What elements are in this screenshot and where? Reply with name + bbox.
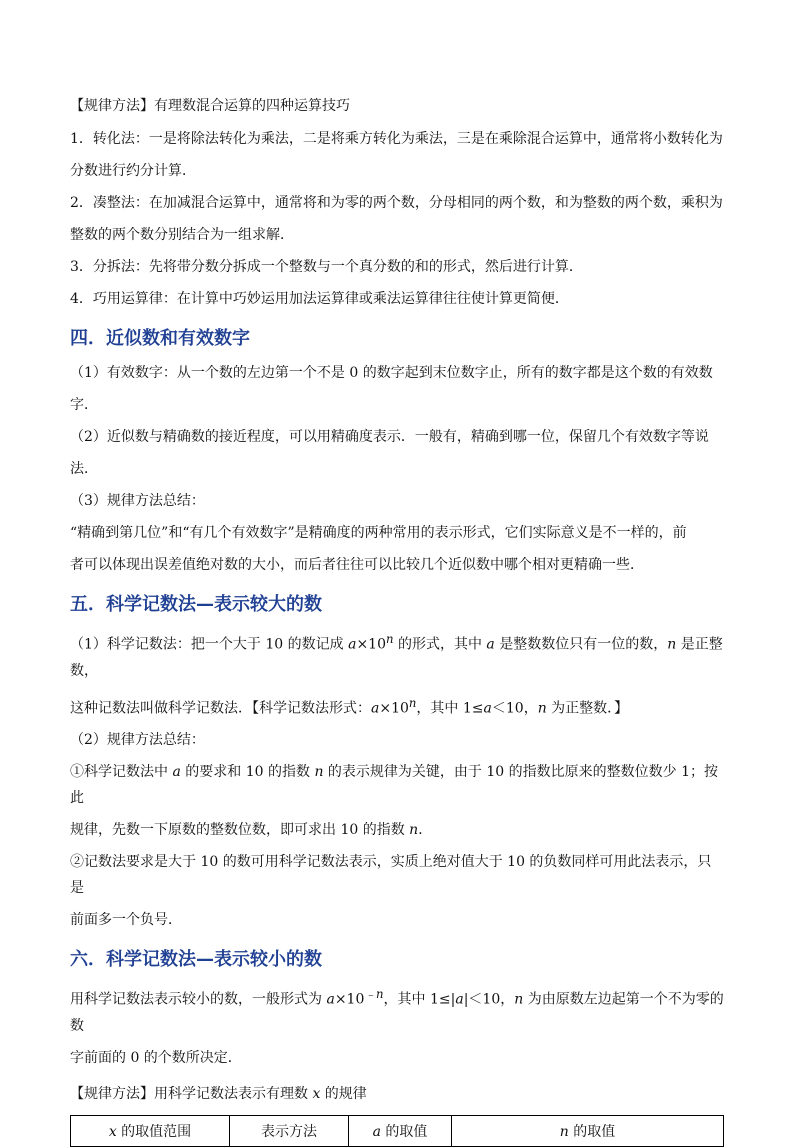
- table-header-n-value: n 的取值: [452, 1115, 724, 1146]
- rule-item-3: 3．分拆法：先将带分数分拆成一个整数与一个真分数的和的形式，然后进行计算．: [70, 259, 583, 275]
- rule-item-2-line-1: 2．凑整法：在加减混合运算中，通常将和为零的两个数，分母相同的两个数，和为整数的两个数，乘积为: [70, 195, 723, 211]
- section-5-p3-line-2: 规律，先数一下原数的整数位数，即可求出 10 的指数 n．: [70, 822, 433, 839]
- section-5-p1-line-1: （1）科学记数法：把一个大于 10 的数记成 $a\times 10^n$ 的形式，其中 a 是整数数位只有一位的数，n 是正整数，: [70, 632, 723, 679]
- section-6-title: 六．科学记数法—表示较小的数: [70, 949, 322, 971]
- rules-heading: 【规律方法】有理数混合运算的四种运算技巧: [70, 98, 350, 114]
- rule-item-1-line-2: 分数进行约分计算．: [70, 163, 196, 179]
- section-6-p1-line-2: 字前面的 0 的个数所决定．: [70, 1049, 242, 1066]
- section-4-p2-line-2: 法．: [70, 461, 98, 477]
- document-content: [70, 96, 725, 1147]
- section-5-p3-line-1: ①科学记数法中 a 的要求和 10 的指数 n 的表示规律为关键，由于 10 的指数比原来的整数位数少 1；按此: [70, 764, 718, 807]
- section-4-p2-line-1: （2）近似数与精确数的接近程度，可以用精确度表示．一般有，精确到哪一位，保留几个有效数字等说: [70, 429, 709, 445]
- section-5-title: 五．科学记数法—表示较大的数: [70, 594, 322, 615]
- rule-item-2-line-2: 整数的两个数分别结合为一组求解．: [70, 227, 294, 243]
- rules-table: [70, 1115, 724, 1147]
- table-header-row: [71, 1115, 724, 1146]
- section-4-title: 四．近似数和有效数字: [70, 328, 250, 349]
- section-5-p4-line-2: 前面多一个负号．: [70, 912, 182, 929]
- section-5-p1-line-2: 这种记数法叫做科学记数法．【科学记数法形式：$a\times 10^n$，其中 1≤a＜10，n 为正整数．】: [70, 695, 629, 717]
- section-4-p4-line-1: “精确到第几位”和“有几个有效数字”是精确度的两种常用的表示形式，它们实际意义是不一样的，前: [70, 525, 687, 541]
- section-4-p3: （3）规律方法总结：: [70, 493, 205, 509]
- section-4-p1-line-2: 字．: [70, 397, 98, 413]
- section-4-p1-line-1: （1）有效数字：从一个数的左边第一个不是 0 的数字起到末位数字止，所有的数字都是这个数的有效数: [70, 365, 713, 381]
- section-5-p2: （2）规律方法总结：: [70, 732, 205, 749]
- section-6-p1-line-1: 用科学记数法表示较小的数，一般形式为 $a\times 10^{﹣n}$，其中 1≤|a|＜10，n 为由原数左边起第一个不为零的数: [70, 987, 724, 1034]
- section-4-p4-line-2: 者可以体现出误差值绝对数的大小，而后者往往可以比较几个近似数中哪个相对更精确一些．: [70, 557, 644, 573]
- rule-item-1-line-1: 1．转化法：一是将除法转化为乘法，二是将乘方转化为乘法，三是在乘除混合运算中，通常将小数转化为: [70, 131, 723, 147]
- table-header-x-range: x 的取值范围: [71, 1115, 230, 1146]
- rule-item-4: 4．巧用运算律：在计算中巧妙运用加法运算律或乘法运算律往往使计算更简便．: [70, 291, 569, 307]
- section-6-rules-heading: 【规律方法】用科学记数法表示有理数 x 的规律: [70, 1085, 367, 1102]
- table-header-a-value: a 的取值: [349, 1115, 452, 1146]
- section-5-p4-line-1: ②记数法要求是大于 10 的数可用科学记数法表示，实质上绝对值大于 10 的负数同样可用此法表示，只是: [70, 854, 712, 897]
- table-header-method: 表示方法: [230, 1115, 349, 1146]
